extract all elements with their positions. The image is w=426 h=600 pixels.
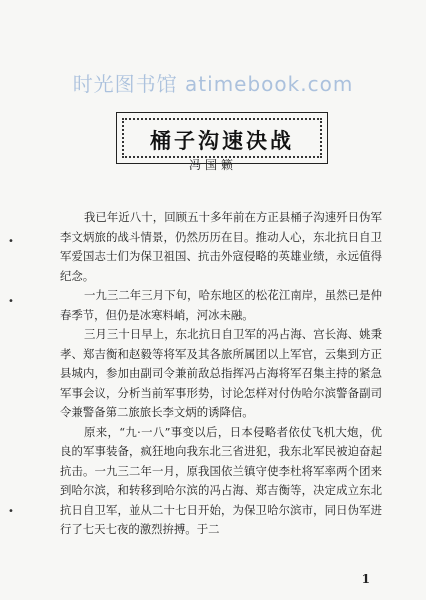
margin-mark: • [8,296,14,307]
paragraph: 我已年近八十，回顾五十多年前在方正县桶子沟速歼日伪军李文炳旅的战斗情景，仍然历历在目。推动人心，东北抗日自卫军爱国志士们为保卫祖国、抗击外寇侵略的英雄业绩，永远值得纪念。 [60,210,382,283]
margin-mark: • [8,236,14,247]
watermark: 时光图书馆 atimebook.com [72,72,354,96]
article-title: 桶子沟速决战 [150,128,294,153]
paragraph: 原来，“九·一八”事变以后，日本侵略者依仗飞机大炮，优良的军事装备，疯狂地向我东北三省进犯，我东北军民被迫奋起抗击。一九三二年一月，原我国依兰镇守使李杜将军率两个团来到哈尔滨，和转移到哈尔滨的冯占海、郑吉衡等，决定成立东北抗日自卫军，並从二十七日开始，为保卫哈尔滨市，同日伪军进行了七天七夜的激烈拚搏。于二 [60,424,382,536]
paragraph: 三月三十日早上，东北抗日自卫军的冯占海、宫长海、姚秉孝、郑吉衡和赵毅等将军及其各旅所属团以上军官，云集到方正县城内，参加由副司令兼前敌总指挥冯占海将军召集主持的紧急军事会议，分析当前军事形势，讨论怎样对付伪哈尔滨警备副司令兼警备第二旅旅长李文炳的诱降信。 [60,327,382,419]
paragraph: 一九三二年三月下旬，哈东地区的松花江南岸，虽然已是仲春季节，但仍是冰寒料峭，河冰未融。 [60,288,382,322]
page-number: 1 [361,572,370,586]
margin-mark: • [8,506,14,517]
article-body [60,208,382,540]
author-name: 冯国籁 [188,158,237,172]
